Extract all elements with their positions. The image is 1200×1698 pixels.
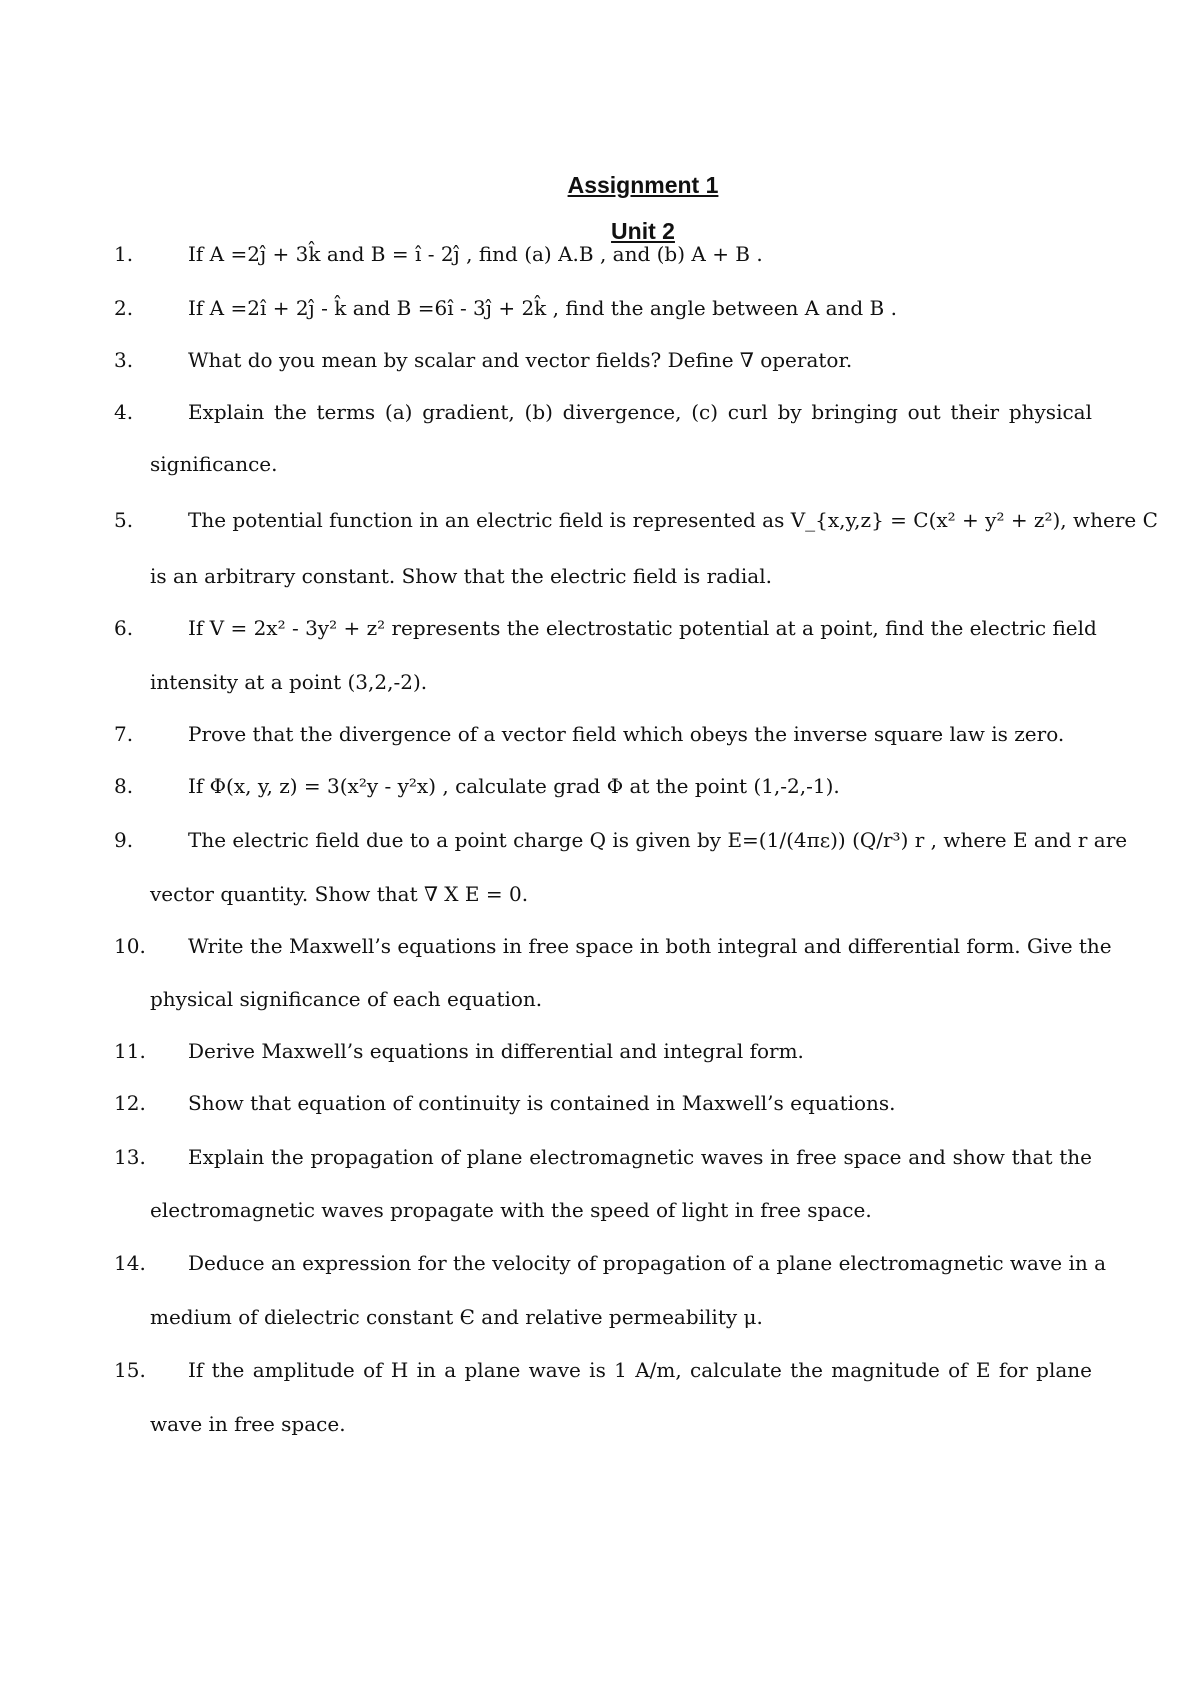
question-number: 12. [114,1091,146,1115]
document-title: Assignment 1 [567,172,719,198]
question-text-continued: medium of dielectric constant Є and relative permeability μ. [150,1305,763,1329]
question-text: If the amplitude of H in a plane wave is 1 A/m, calculate the magnitude of E for plane [188,1358,1092,1382]
question-text: If Φ(x, y, z) = 3(x²y - y²x) , calculate grad Φ at the point (1,-2,-1). [188,774,840,798]
question-text: Deduce an expression for the velocity of propagation of a plane electromagnetic wave in a [188,1251,1107,1275]
question-number: 8. [114,774,134,798]
question-number: 4. [114,400,134,424]
question-text: Explain the propagation of plane electromagnetic waves in free space and show that the [188,1145,1092,1169]
question-text-continued: is an arbitrary constant. Show that the electric field is radial. [150,564,772,588]
question-number: 7. [114,722,134,746]
question-text-continued: electromagnetic waves propagate with the speed of light in free space. [150,1198,872,1222]
question-number: 14. [114,1251,146,1275]
question-number: 9. [114,828,134,852]
question-number: 10. [114,934,146,958]
question-text: The potential function in an electric field is represented as V_{x,y,z} = C(x² + y² + z²), where C [188,508,1158,532]
question-number: 15. [114,1358,146,1382]
question-text: If V = 2x² - 3y² + z² represents the electrostatic potential at a point, find the electric field [188,616,1097,640]
question-text-continued: vector quantity. Show that ∇ X E = 0. [150,882,529,906]
question-text-continued: intensity at a point (3,2,-2). [150,670,428,694]
question-text: If A =2ĵ + 3k̂ and B = î - 2ĵ , find (a) A.B , and (b) A + B . [188,242,763,266]
question-text-continued: physical significance of each equation. [150,987,543,1011]
question-text: Explain the terms (a) gradient, (b) divergence, (c) curl by bringing out their physical [188,400,1092,424]
question-number: 1. [114,242,134,266]
question-number: 6. [114,616,134,640]
question-text: Write the Maxwell’s equations in free space in both integral and differential form. Give the [188,934,1112,958]
question-text-continued: significance. [150,452,278,476]
question-text-continued: wave in free space. [150,1412,346,1436]
document-subtitle: Unit 2 [611,218,675,244]
question-text: Derive Maxwell’s equations in differential and integral form. [188,1039,804,1063]
question-number: 2. [114,296,134,320]
question-text: What do you mean by scalar and vector fields? Define ∇ operator. [188,348,853,372]
question-text: Show that equation of continuity is contained in Maxwell’s equations. [188,1091,896,1115]
question-number: 13. [114,1145,146,1169]
question-text: Prove that the divergence of a vector field which obeys the inverse square law is zero. [188,722,1065,746]
question-number: 11. [114,1039,146,1063]
question-number: 5. [114,508,134,532]
question-text: The electric field due to a point charge Q is given by E=(1/(4πε)) (Q/r³) r , where E and r are [188,828,1128,852]
question-number: 3. [114,348,134,372]
question-text: If A =2î + 2ĵ - k̂ and B =6î - 3ĵ + 2k̂ , find the angle between A and B . [188,296,897,320]
